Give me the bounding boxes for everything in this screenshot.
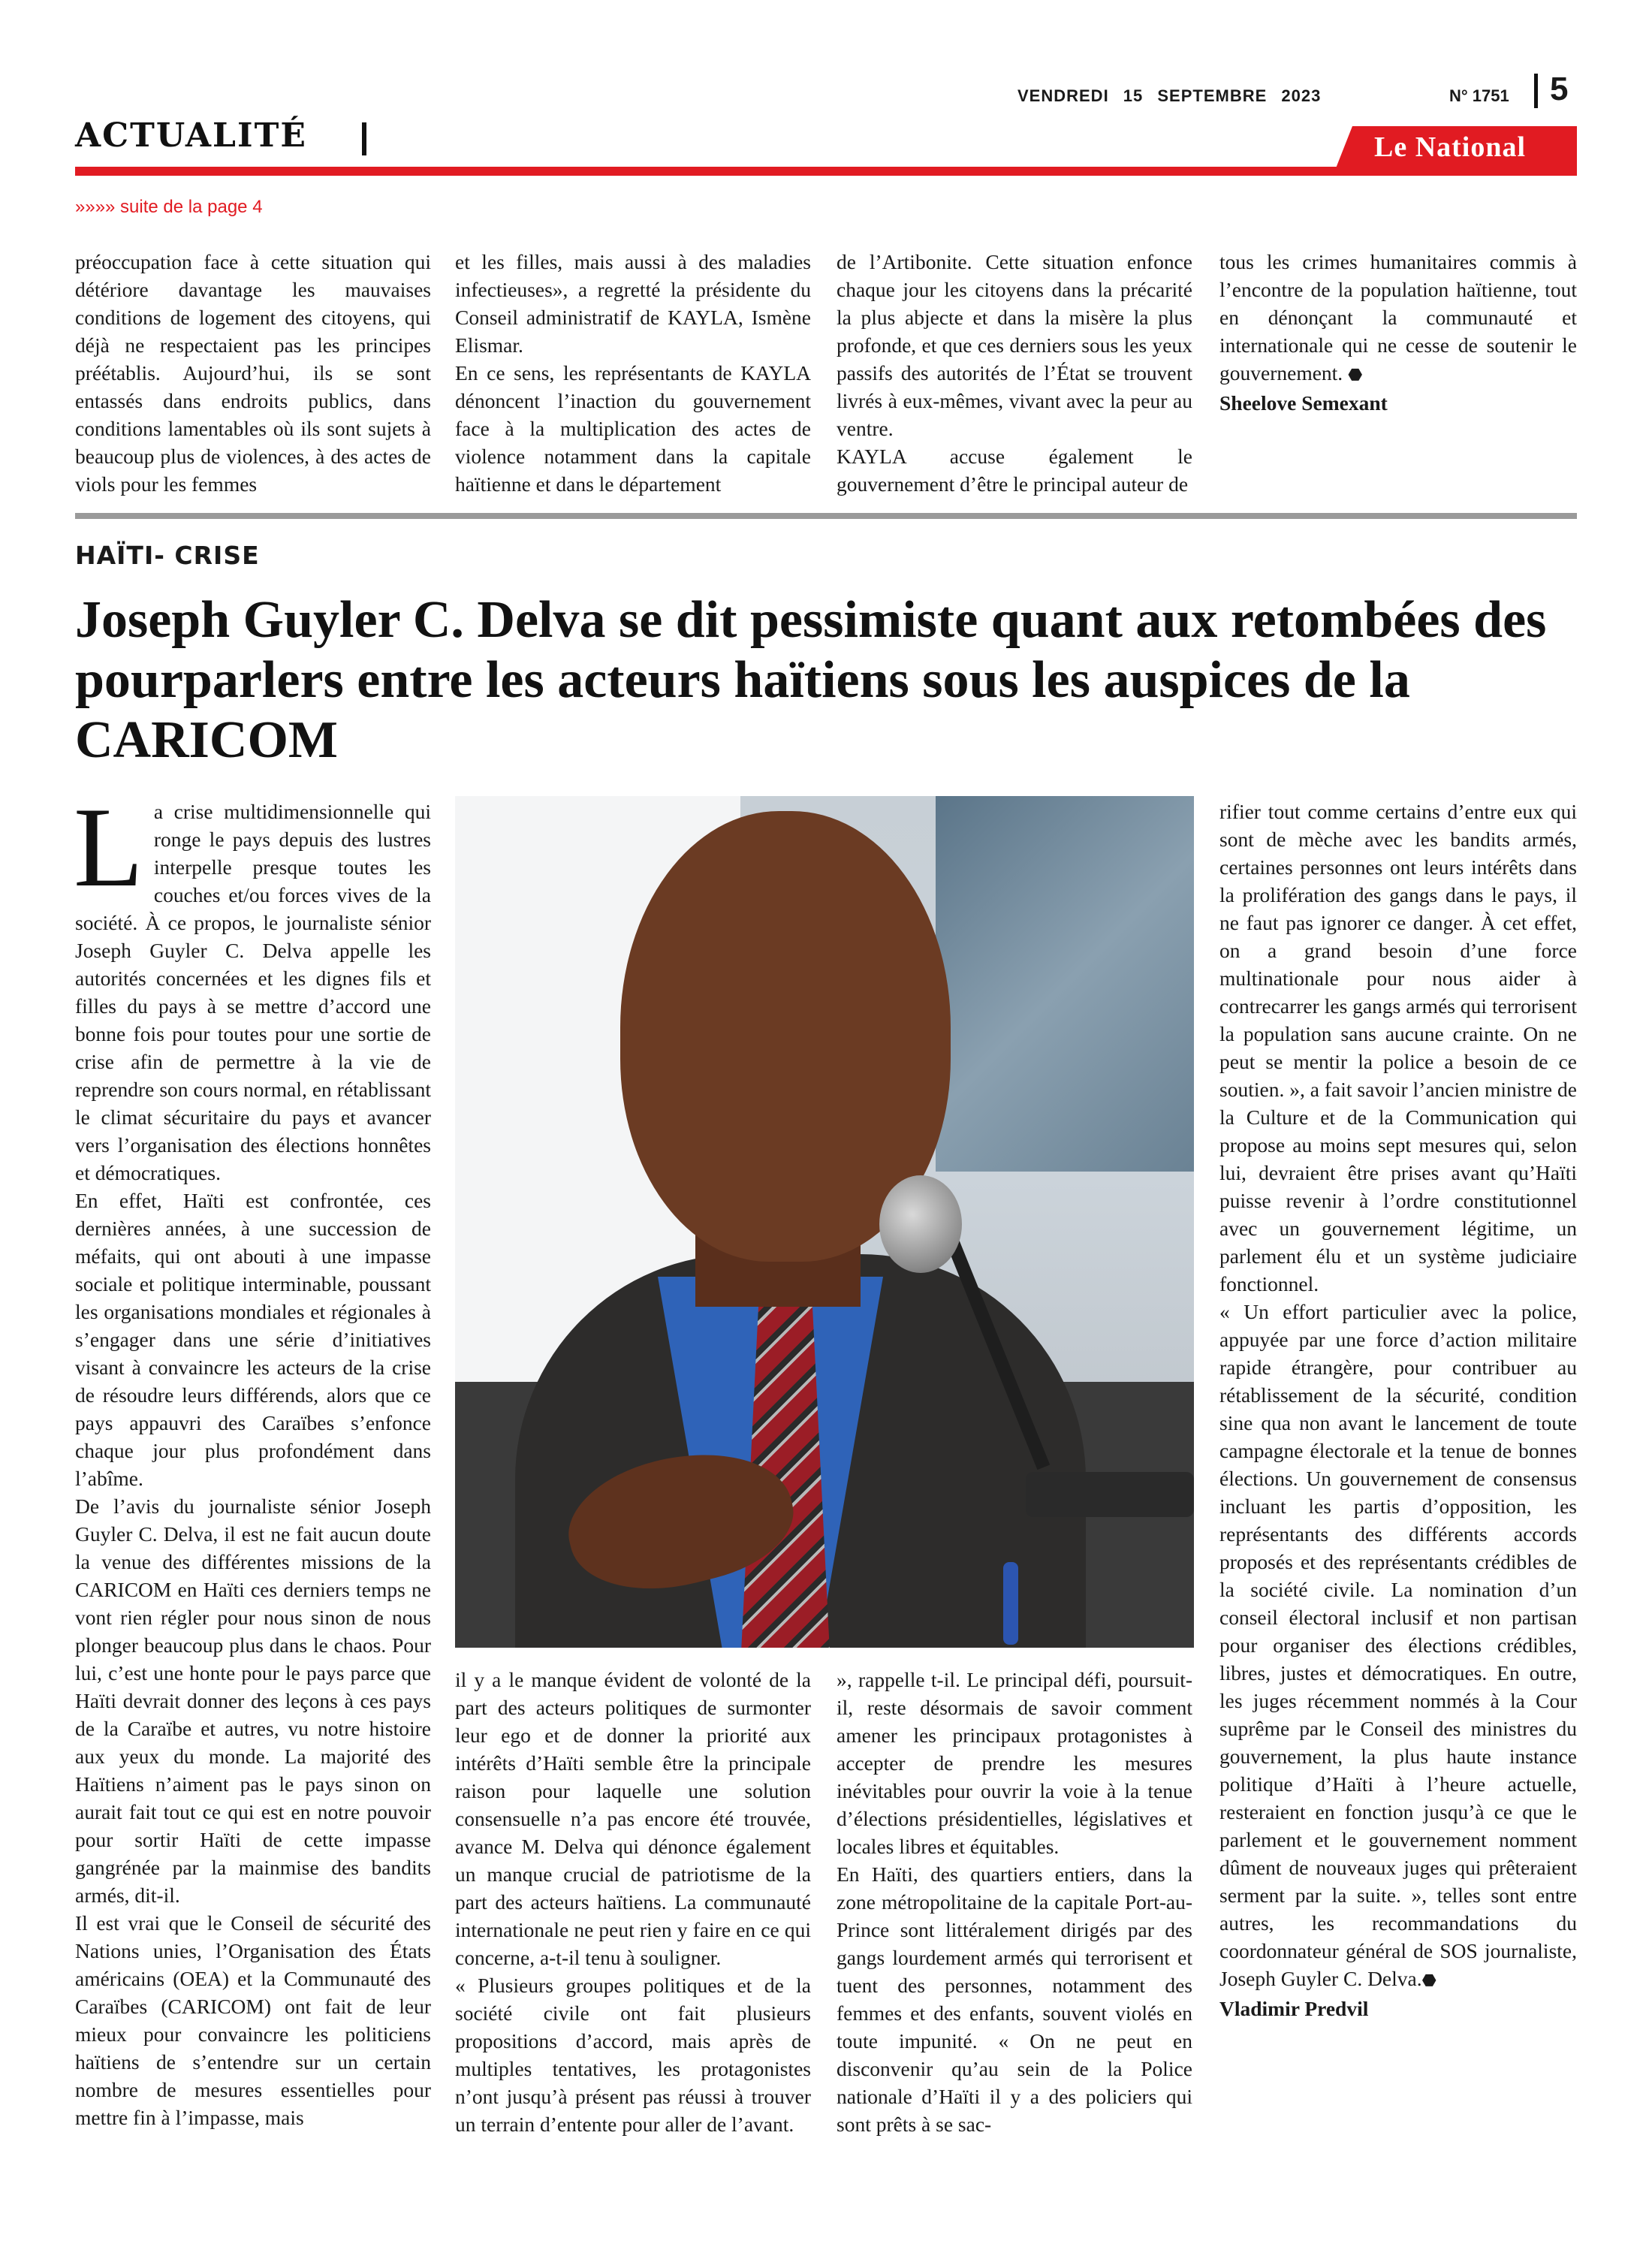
paragraph-text: « Un effort particulier avec la police, appuyée par une force d’action militaire rapide étrangère, pour contribuer au rétablissement de la sécurité, condition sine qua non avant le lancement de toute campagne électorale et la tenue de bonnes élections. Un gouvernement de consensus incluant les partis d’opposition, les représentants des différents accords proposés et des représentants crédibles de la société civile. La nomination d’un conseil électoral inclusif et non partisan pour organiser des élections crédibles, libres, justes et démocratiques. En outre, les juges récemment nommés à la Cour suprême par le Conseil des ministres du gouvernement, la plus haute instance politique d’Haïti à l’heure actuelle, resteraient en fonction jusqu’à ce que le parlement et le gouvernement nomment dûment de nouveaux juges qui prêteraient serment par la suite. », telles sont entre autres, les recommandations du coordonnateur général de SOS journaliste, Joseph Guyler C. Delva.	[1219, 1300, 1577, 1990]
paragraph: et les filles, mais aussi à des maladies infectieuses», a regretté la présidente du Conseil administratif de KAYLA, Ismène Elismar.	[455, 250, 811, 357]
paragraph	[1219, 248, 1577, 389]
masthead-title: Le National	[1374, 131, 1527, 163]
continuation-column-4	[1219, 248, 1577, 417]
drop-cap: L	[74, 784, 143, 910]
paragraph: de l’Artibonite. Cette situation enfonce chaque jour les citoyens dans la précarité la plus abjecte et dans la misère la plus profonde, et que ces derniers sous les yeux passifs des autorités de l’État se trouvent livrés à eux-mêmes, vivant avec la peur au ventre.	[837, 250, 1192, 440]
end-of-article-icon: ⬣	[1421, 1971, 1436, 1990]
paragraph: De l’avis du journaliste sénior Joseph Guyler C. Delva, il est ne fait aucun doute la venue des différentes missions de la CARICOM en Haïti ces derniers temps ne vont rien régler pour nous sinon de nous plonger beaucoup plus dans le chaos. Pour lui, c’est une honte pour le pays parce que Haïti devrait donner des leçons à ces pays de la Caraïbe et autres, vu notre histoire aux yeux du monde. La majorité des Haïtiens n’aiment pas le pays sinon on aurait fait tout ce qui est en notre pouvoir pour sortir Haïti de cette impasse gangrénée par la mainmise des bandits armés, dit-il.	[75, 1494, 431, 1907]
page-number-divider	[1534, 74, 1538, 108]
continuation-column-1	[75, 248, 431, 498]
publication-date: VENDREDI 15 SEPTEMBRE 2023	[1017, 86, 1322, 105]
article-headline: Joseph Guyler C. Delva se dit pessimiste quant aux retombées des pourparlers entre les acteurs haïtiens sous les auspices de la CARICOM	[75, 591, 1547, 769]
paragraph: En Haïti, des quartiers entiers, dans la zone métropolitaine de la capitale Port-au-Prince sont littéralement dirigés par des gangs lourdement armés qui terrorisent et tuent des personnes, notamment des femmes et des enfants, souvent violés en toute impunité. « On ne peut en disconvenir qu’au sein de la Police nationale d’Haïti il y a des policiers qui sont prêts à se sac-	[837, 1862, 1192, 2136]
article-column-1	[74, 784, 431, 2131]
article-column-2	[455, 1666, 811, 2138]
paragraph: rifier tout comme certains d’entre eux qui sont de mèche avec les bandits armés, certaines personnes ont leurs intérêts dans la prolifération des gangs dans le pays, il ne faut pas ignorer ce danger. À cet effet, on a grand besoin d’une force multinationale pour nous aider à contrecarrer les gangs armés qui terrorisent la population sans aucune crainte. On ne peut se mentir la police a besoin de ce soutien. », a fait savoir l’ancien ministre de la Culture et de la Communication qui propose au moins sept mesures qui, selon lui, devraient être prises avant qu’Haïti puisse revenir à l’ordre constitutionnel avec un gouvernement légitime, un parlement élu et un système judiciaire fonctionnel.	[1219, 800, 1577, 1295]
paragraph: « Plusieurs groupes politiques et de la société civile ont fait plusieurs propositions d’accord, mais après de multiples tentatives, les protagonistes n’ont jusqu’à présent pas réussi à trouver un terrain d’entente pour aller de l’avant.	[455, 1974, 811, 2136]
article-column-4	[1219, 798, 1577, 2022]
continued-from-link[interactable]: »»»» suite de la page 4	[75, 197, 263, 217]
paragraph: », rappelle t-il. Le principal défi, poursuit-il, reste désormais de savoir comment amener les principaux protagonistes à accepter de prendre les mesures inévitables pour ouvrir la voie à la tenue d’élections présidentielles, législatives et locales libres et équitables.	[837, 1668, 1192, 1858]
article-column-3	[837, 1666, 1192, 2138]
paragraph: il y a le manque évident de volonté de la part des acteurs politiques de surmonter leur ego et de donner la priorité aux intérêts d’Haïti semble être la principale raison pour laquelle une solution consensuelle n’a pas encore été trouvée, avance M. Delva qui dénonce également un manque crucial de patriotisme de la part des acteurs haïtiens. La communauté internationale ne peut rien y faire en ce qui concerne, a-t-il tenu à souligner.	[455, 1668, 811, 1969]
article-separator	[75, 513, 1577, 519]
paragraph	[1219, 1298, 1577, 1995]
microphone-icon	[879, 1175, 962, 1273]
section-title: ACTUALITÉ	[75, 116, 307, 155]
continuation-column-2	[455, 248, 811, 498]
issue-number: N° 1751	[1449, 86, 1509, 105]
section-divider	[362, 122, 366, 155]
paragraph: En effet, Haïti est confrontée, ces dernières années, à une succession de méfaits, qui ont abouti à une impasse sociale et politique interminable, poussant les organisations mondiales et régionales à s’engager dans une série d’initiatives visant à convaincre les acteurs de la crise de résoudre leurs différends, alors que ce pays appauvri des Caraïbes s’enfonce chaque jour plus profondément dans l’abîme.	[75, 1189, 431, 1490]
paragraph: KAYLA accuse également le gouvernement d’être le principal auteur de	[837, 445, 1192, 496]
paragraph-text: tous les crimes humanitaires commis à l’encontre de la population haïtienne, tout en dénonçant la communauté et internationale qui ne cesse de soutenir le gouvernement.	[1219, 250, 1577, 385]
byline: Sheelove Semexant	[1219, 391, 1388, 415]
article-kicker: HAÏTI- CRISE	[75, 541, 260, 570]
paragraph-text: a crise multidimensionnelle qui ronge le pays depuis des lustres interpelle presque toutes les couches et/ou forces vives de la société. À ce propos, le journaliste sénior Joseph Guyler C. Delva appelle les autorités concernées et les dignes fils et filles du pays à se mettre d’accord une bonne fois pour toutes pour une sortie de crise afin de permettre à la vie de reprendre son cours normal, en rétablissant le climat sécuritaire du pays et avancer vers l’organisation des élections honnêtes et démocratiques.	[75, 800, 431, 1184]
article-photo	[455, 796, 1194, 1648]
paragraph: préoccupation face à cette situation qui détériore davantage les mauvaises conditions de logement des citoyens, qui déjà ne respectaient pas les principes préétablis. Aujourd’hui, ils se sont entassés dans endroits publics, dans conditions lamentables où ils sont sujets à beaucoup plus de violences, à des actes de viols pour les femmes	[75, 250, 431, 496]
page-number: 5	[1550, 71, 1569, 107]
paragraph	[74, 784, 431, 1187]
continuation-column-3	[837, 248, 1192, 498]
paragraph: En ce sens, les représentants de KAYLA dénoncent l’inaction du gouvernement face à la multiplication des actes de violence notamment dans la capitale haïtienne et dans le département	[455, 361, 811, 496]
paragraph: Il est vrai que le Conseil de sécurité des Nations unies, l’Organisation des États américains (OEA) et la Communauté des Caraïbes (CARICOM) ont fait de leur mieux pour convaincre les politiciens haïtiens de s’entendre sur un certain nombre de mesures essentielles pour mettre fin à l’impasse, mais	[75, 1911, 431, 2129]
end-of-article-icon: ⬣	[1348, 366, 1363, 385]
byline: Vladimir Predvil	[1219, 1997, 1369, 2020]
